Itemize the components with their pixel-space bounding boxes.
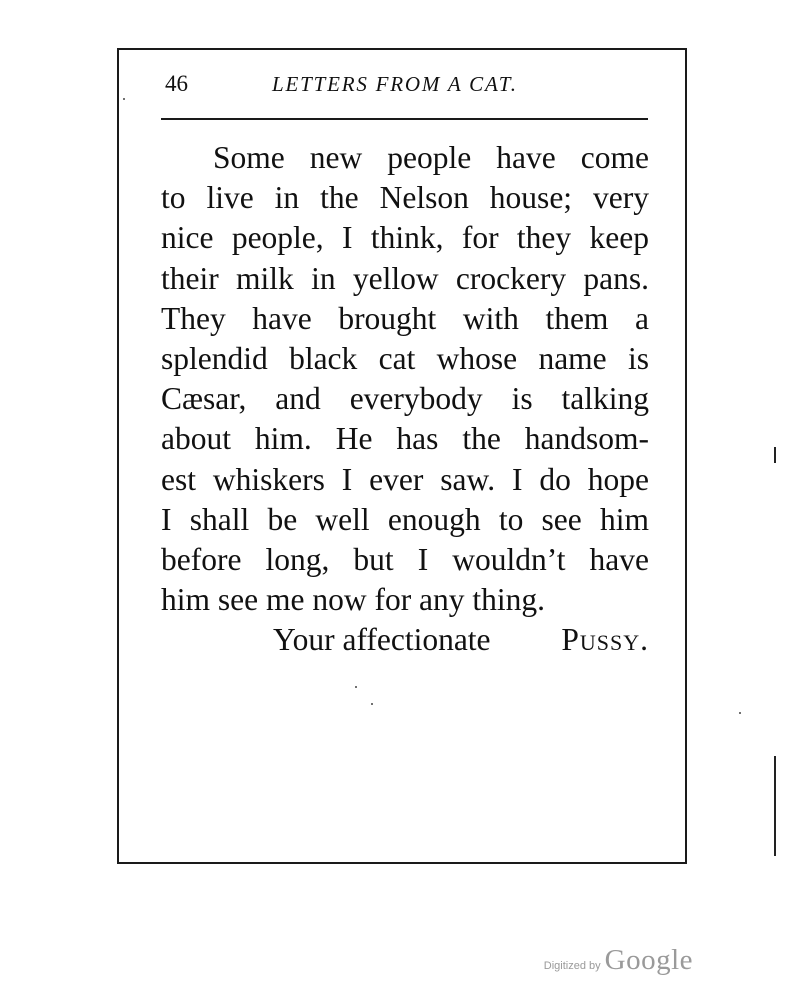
signature: Pussy. — [561, 622, 649, 657]
text-line: him see me now for any thing. — [161, 582, 546, 618]
scan-speck — [355, 686, 357, 688]
letter-body — [161, 138, 649, 620]
text-line: about him. He has the handsom- — [161, 421, 649, 457]
text-line: to live in the Nelson house; very — [161, 180, 649, 216]
text-line: their milk in yellow crockery pans. — [161, 260, 649, 296]
scan-edge-mark — [774, 756, 776, 856]
header-rule — [161, 118, 648, 120]
text-line: They have brought with them a — [161, 300, 649, 336]
letter-closing — [273, 620, 649, 660]
text-line: nice people, I think, for they keep — [161, 220, 649, 256]
text-line: splendid black cat whose name is — [161, 340, 649, 376]
scan-edge-mark — [774, 447, 776, 463]
text-line: Some new people have come — [213, 140, 649, 175]
scan-speck — [371, 703, 373, 705]
running-head: LETTERS FROM A CAT. — [272, 72, 518, 96]
text-line: before long, but I wouldn’t have — [161, 541, 649, 577]
text-line: I shall be well enough to see him — [161, 501, 649, 537]
closing-salutation: Your affectionate — [273, 622, 491, 657]
scan-speck — [123, 98, 125, 100]
text-line: est whiskers I ever saw. I do hope — [161, 461, 649, 497]
page-number: 46 — [165, 71, 188, 96]
digitized-watermark — [544, 944, 693, 977]
watermark-brand: Google — [604, 944, 693, 976]
scan-speck — [739, 712, 741, 714]
text-line: Cæsar, and everybody is talking — [161, 381, 649, 417]
watermark-prefix: Digitized by — [543, 960, 601, 972]
